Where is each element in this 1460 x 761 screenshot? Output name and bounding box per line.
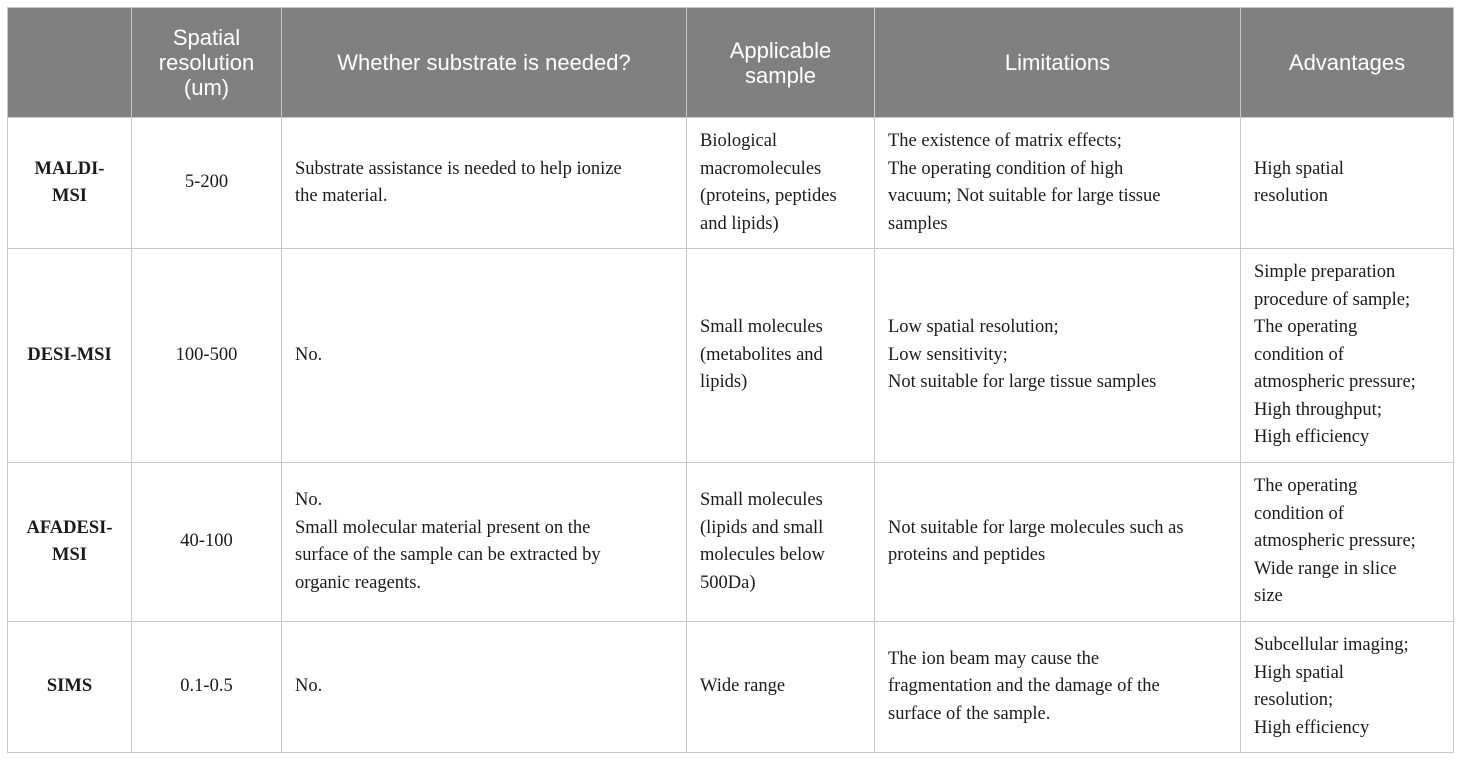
cell-line: samples	[888, 213, 948, 234]
cell-line: (proteins, peptides	[700, 186, 837, 206]
cell-line: No.	[295, 490, 323, 510]
method-cell	[8, 118, 132, 249]
limitations-cell	[875, 249, 1241, 463]
cell-line: The operating condition of high	[888, 158, 1124, 179]
table-row	[8, 249, 1454, 463]
header-spatial-resolution	[132, 8, 282, 118]
limitations-cell	[875, 622, 1241, 753]
header-text: Spatial	[172, 25, 241, 50]
cell-line: resolution;	[1254, 690, 1334, 710]
resolution-cell: 40-100	[132, 463, 282, 622]
cell-line: macromolecules	[700, 158, 822, 179]
cell-line: (lipids and small	[700, 517, 824, 538]
resolution-cell: 0.1-0.5	[132, 622, 282, 753]
cell-line: lipids)	[700, 372, 748, 393]
sample-cell	[687, 249, 875, 463]
resolution-cell: 5-200	[132, 118, 282, 249]
substrate-cell	[282, 249, 687, 463]
cell-line: fragmentation and the damage of the	[888, 676, 1160, 697]
cell-line: AFADESI-	[26, 517, 113, 538]
sample-cell	[687, 118, 875, 249]
cell-line: Wide range	[700, 676, 786, 697]
cell-line: High efficiency	[1254, 717, 1370, 738]
cell-line: vacuum; Not suitable for large tissue	[888, 186, 1161, 206]
advantages-cell	[1241, 249, 1454, 463]
sample-cell	[687, 622, 875, 753]
table-row	[8, 463, 1454, 622]
advantages-cell	[1241, 463, 1454, 622]
sample-cell	[687, 463, 875, 622]
header-text: resolution	[158, 50, 255, 75]
cell-line: High spatial	[1254, 662, 1344, 683]
table-row	[8, 622, 1454, 753]
resolution-cell: 100-500	[132, 249, 282, 463]
cell-line: molecules below	[700, 545, 825, 565]
cell-line: organic reagents.	[295, 572, 422, 593]
cell-line: High throughput;	[1254, 399, 1382, 420]
cell-line: condition of	[1254, 344, 1344, 365]
cell-line: No.	[295, 676, 323, 697]
cell-line: The ion beam may cause the	[888, 648, 1100, 669]
substrate-cell	[282, 622, 687, 753]
cell-line: Small molecules	[700, 317, 823, 338]
cell-line: Subcellular imaging;	[1254, 635, 1409, 655]
header-limitations: Limitations	[875, 8, 1241, 118]
cell-line: the material.	[295, 186, 388, 206]
cell-line: MSI	[52, 186, 87, 206]
limitations-cell	[875, 118, 1241, 249]
substrate-cell	[282, 118, 687, 249]
header-advantages: Advantages	[1241, 8, 1454, 118]
cell-line: Substrate assistance is needed to help ionize	[295, 158, 622, 179]
cell-line: proteins and peptides	[888, 545, 1046, 565]
header-method	[8, 8, 132, 118]
cell-line: Low sensitivity;	[888, 344, 1008, 365]
cell-line: SIMS	[46, 676, 93, 697]
cell-line: The operating	[1254, 317, 1358, 338]
cell-line: No.	[295, 344, 323, 365]
cell-line: Simple preparation	[1254, 262, 1396, 283]
cell-line: Not suitable for large molecules such as	[888, 517, 1184, 538]
cell-line: (metabolites and	[700, 344, 823, 365]
substrate-cell	[282, 463, 687, 622]
cell-line: and lipids)	[700, 213, 779, 234]
cell-line: Small molecules	[700, 490, 823, 510]
limitations-cell	[875, 463, 1241, 622]
advantages-cell	[1241, 622, 1454, 753]
cell-line: MALDI-	[34, 158, 105, 179]
cell-line: The existence of matrix effects;	[888, 131, 1122, 151]
cell-line: High efficiency	[1254, 427, 1370, 448]
cell-line: surface of the sample can be extracted by	[295, 545, 601, 565]
cell-line: resolution	[1254, 186, 1328, 206]
cell-line: DESI-MSI	[27, 344, 112, 365]
method-cell	[8, 463, 132, 622]
header-row	[8, 8, 1454, 118]
cell-line: procedure of sample;	[1254, 289, 1411, 310]
cell-line: surface of the sample.	[888, 703, 1051, 724]
cell-line: MSI	[52, 545, 87, 565]
cell-line: Small molecular material present on the	[295, 517, 591, 538]
cell-line: High spatial	[1254, 158, 1344, 179]
method-cell	[8, 622, 132, 753]
cell-line: atmospheric pressure;	[1254, 372, 1416, 393]
header-applicable-sample	[687, 8, 875, 118]
cell-line: Wide range in slice	[1254, 558, 1397, 579]
header-text: sample	[745, 62, 816, 88]
cell-line: condition of	[1254, 503, 1344, 524]
cell-line: Not suitable for large tissue samples	[888, 372, 1157, 393]
header-text: Applicable	[729, 37, 832, 63]
method-cell	[8, 249, 132, 463]
msi-comparison-table	[7, 7, 1454, 753]
header-text: (um)	[183, 75, 230, 100]
cell-line: Biological	[700, 131, 778, 151]
cell-line: size	[1254, 586, 1283, 607]
cell-line: The operating	[1254, 476, 1358, 497]
cell-line: atmospheric pressure;	[1254, 531, 1416, 552]
cell-line: 500Da)	[700, 572, 756, 593]
advantages-cell	[1241, 118, 1454, 249]
table-row	[8, 118, 1454, 249]
cell-line: Low spatial resolution;	[888, 317, 1059, 338]
header-substrate: Whether substrate is needed?	[282, 8, 687, 118]
